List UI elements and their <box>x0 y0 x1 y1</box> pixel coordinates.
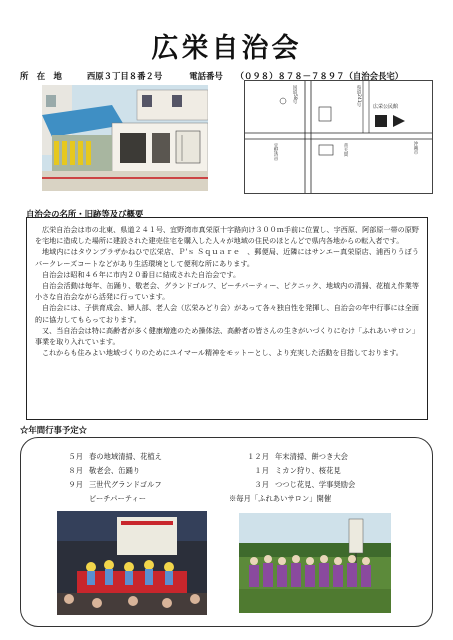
event-text: 年末清掃、餅つき大会 <box>275 452 348 461</box>
overview-paragraph: 自治会には、子供育成会、婦人部、老人会（広栄みどり会）があって各々独自性を発揮し、自治会の年中行事には全面的に協力してもらっております。 <box>35 303 419 324</box>
events-heading: ☆年間行事予定☆ <box>20 425 87 435</box>
event-item <box>243 480 355 490</box>
phone-label: 電話番号 <box>189 71 223 81</box>
overview-paragraph: 又、当自治会は特に高齢者が多く健康増進のため操体法、高齢者の皆さんの生きがいづくりにむけ「ふれあいサロン」事業を取り入れています。 <box>35 325 419 347</box>
event-text: つつじ花見、学事奨励会 <box>275 480 356 489</box>
map-label-route58: 国道58号 <box>292 85 297 105</box>
event-month: １２月 <box>247 452 269 461</box>
event-month: ９月 <box>68 480 83 489</box>
event-item <box>243 452 348 462</box>
event-photo-group <box>239 513 391 613</box>
page-title: 広栄自治会 <box>151 33 302 64</box>
event-item <box>61 452 162 462</box>
map-label-futenma: 普天間 <box>343 143 348 157</box>
overview-paragraph: 広栄自治会は市の北東、県道２４１号、宜野湾市真栄原十字路向け３００ｍ手前に位置し、宇西原、阿部原一帯の原野を宅地に造成した場所に建設された建売住宅を購入した人々が地域の住民のほとんどで県内各地からの転入者です。 <box>35 225 419 246</box>
event-month: ５月 <box>68 452 83 461</box>
event-text: 三世代グランドゴルフ <box>89 480 162 489</box>
overview-paragraph: 地域内にはタウンプラザかねひで広栄店、Ｐ'ｓ Ｓｑｕａｒｅ 、郵便局、近隣にはサンエー真栄原店、浦西りうぼうバークレーズコートなどがあり生活環境として便利な所にあります。 <box>35 247 419 268</box>
event-text: 春の地域清掃、花植え <box>89 452 162 461</box>
phone-value: （０９８）８７８－７８９７（自治会長宅） <box>235 71 404 81</box>
event-item <box>61 466 140 476</box>
event-text: ミカン狩り、桜花見 <box>275 466 341 475</box>
event-month: ８月 <box>68 466 83 475</box>
overview-paragraph: これからも住みよい地域づくりのためにユイマール精神をモットーとし、より充実した活動を目指しております。 <box>42 348 403 358</box>
address-label: 所 在 地 <box>20 71 62 81</box>
event-text: ビーチパーティー <box>89 494 147 503</box>
overview-heading: 自治会の名所・旧跡等及び概要 <box>26 209 144 219</box>
event-text: 「ふれあいサロン」開催 <box>250 494 332 503</box>
overview-box <box>26 217 428 420</box>
address-value: 西原３丁目８番２号 <box>86 71 163 81</box>
event-month: ※毎月 <box>229 494 251 503</box>
event-month: １月 <box>254 466 269 475</box>
event-text: 敬老会、缶踊り <box>89 466 141 475</box>
event-item <box>61 480 162 490</box>
map-label-ginowan: 宜野湾市 <box>273 143 278 161</box>
overview-paragraph: 自治会は昭和４６年に市内２０番目に結成された自治会です。 <box>42 269 241 279</box>
events-box <box>20 437 433 627</box>
map-label-okinawa: 沖縄市 <box>413 141 418 155</box>
event-month: ３月 <box>254 480 269 489</box>
event-item <box>243 466 341 476</box>
map-label-route241: 県道241号 <box>356 85 361 108</box>
event-item <box>229 494 331 504</box>
map-label-hall: 広栄公民館 <box>373 104 399 110</box>
location-map <box>244 80 433 194</box>
community-hall-photo <box>42 85 208 191</box>
event-photo-stage <box>57 511 207 615</box>
event-item <box>61 494 146 504</box>
overview-paragraph: 自治会活動は毎年、缶踊り、敬老会、グランドゴルフ、ビーチパーティー、ピクニック、地域内の清掃、花植え作業等小さな自治会ながら活発に行っています。 <box>35 281 419 302</box>
